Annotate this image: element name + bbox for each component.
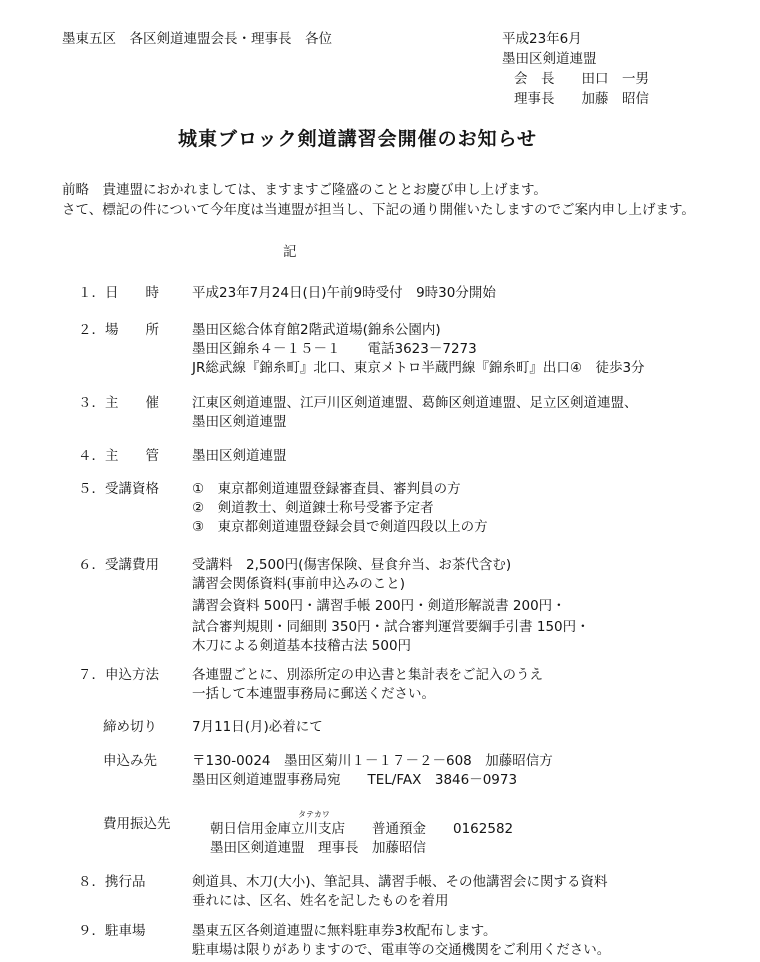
section-8-label: ８．携行品 [78,874,146,890]
section-8-line: 垂れには、区名、姓名を記したものを着用 [192,893,449,909]
section-6-line: 講習会資料 500円・講習手帳 200円・剣道形解説書 200円・ [192,598,566,614]
issue-date: 平成23年6月 [502,31,582,47]
section-1-label: １．日 時 [78,285,159,301]
apply-to-line: 墨田区剣道連盟事務局宛 TEL/FAX 3846－0973 [192,772,518,788]
section-7-label: ７．申込方法 [78,667,159,683]
section-8-line: 剣道具、木刀(大小)、筆記具、講習手帳、その他講習会に関する資料 [192,874,608,890]
section-7-line: 各連盟ごとに、別添所定の申込書と集計表をご記入のうえ [192,667,543,683]
ki-marker: 記 [283,244,297,260]
deadline-label: 締め切り [103,719,157,735]
section-9-line: 墨東五区各剣道連盟に無料駐車券3枚配布します。 [192,923,497,939]
addressee: 墨東五区 各区剣道連盟会長・理事長 各位 [62,31,332,47]
section-5-line: ③ 東京都剣道連盟登録会員で剣道四段以上の方 [192,519,488,535]
section-7-line: 一括して本連盟事務局に郵送ください。 [192,686,435,702]
section-2-label: ２．場 所 [78,322,159,338]
section-2-line: 墨田区総合体育館2階武道場(錦糸公園内) [192,322,441,338]
intro-line-1: 前略 貴連盟におかれましては、ますますご隆盛のこととお慶び申し上げます。 [62,182,547,198]
section-6-line: 試合審判規則・同細則 350円・試合審判運営要綱手引書 150円・ [192,619,590,635]
issuer-org: 墨田区剣道連盟 [502,51,597,67]
issuer-president: 会 長 田口 一男 [514,71,649,87]
apply-to-label: 申込み先 [103,753,157,769]
fee-transfer-label: 費用振込先 [103,816,171,832]
section-6-label: ６．受講費用 [78,557,159,573]
section-3-line: 墨田区剣道連盟 [192,414,287,430]
section-3-line: 江東区剣道連盟、江戸川区剣道連盟、葛飾区剣道連盟、足立区剣道連盟、 [192,395,638,411]
document-title: 城東ブロック剣道講習会開催のお知らせ [178,128,538,150]
ruby-tatekawa: タテカワ [298,810,330,819]
apply-to-line: 〒130-0024 墨田区菊川１－１７－２－608 加藤昭信方 [192,753,553,769]
section-9-label: ９．駐車場 [78,923,146,939]
section-5-line: ② 剣道教士、剣道錬士称号受審予定者 [192,500,434,516]
section-6-line: 講習会関係資料(事前申込みのこと) [192,576,406,592]
section-6-line: 受講料 2,500円(傷害保険、昼食弁当、お茶代含む) [192,557,512,573]
section-2-line: 墨田区錦糸４－１５－１ 電話3623－7273 [192,341,477,357]
section-2-line: JR総武線『錦糸町』北口、東京メトロ半蔵門線『錦糸町』出口④ 徒歩3分 [192,360,645,376]
deadline-line: 7月11日(月)必着にて [192,719,323,735]
section-1-line: 平成23年7月24日(日)午前9時受付 9時30分開始 [192,285,496,301]
section-4-line: 墨田区剣道連盟 [192,448,287,464]
section-4-label: ４．主 管 [78,448,159,464]
fee-transfer-line: 朝日信用金庫立川支店 普通預金 0162582 [210,821,514,837]
section-6-line: 木刀による剣道基本技稽古法 500円 [192,638,412,654]
section-3-label: ３．主 催 [78,395,159,411]
section-5-line: ① 東京都剣道連盟登録審査員、審判員の方 [192,481,461,497]
section-5-label: ５．受講資格 [78,481,159,497]
section-9-line: 駐車場は限りがありますので、電車等の交通機関をご利用ください。 [192,942,611,958]
fee-transfer-line: 墨田区剣道連盟 理事長 加藤昭信 [210,840,426,856]
issuer-director: 理事長 加藤 昭信 [514,91,649,107]
intro-line-2: さて、標記の件について今年度は当連盟が担当し、下記の通り開催いたしますのでご案内申し上げます。 [62,202,695,218]
